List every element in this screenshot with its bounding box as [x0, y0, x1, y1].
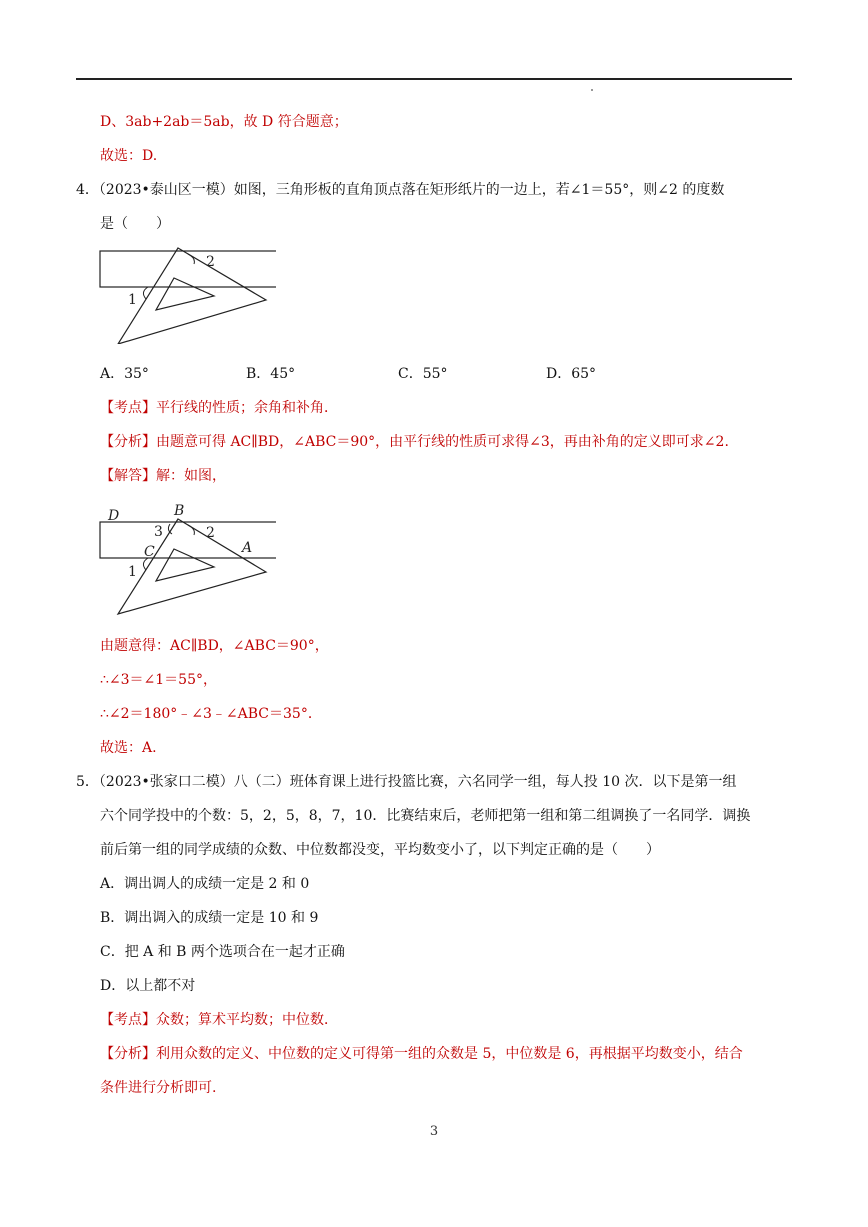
header-dot	[591, 89, 593, 91]
q4-fenxi: 【分析】由题意可得 AC∥BD，∠ABC＝90°，由平行线的性质可求得∠3，再由补角的定义即可求∠2.	[100, 434, 729, 450]
point-b-label: B	[174, 503, 185, 519]
angle1-label-2: 1	[128, 564, 137, 580]
q4-step-2: ∴∠3＝∠1＝55°，	[100, 672, 217, 688]
q5-fenxi-line-2: 条件进行分析即可.	[100, 1080, 217, 1096]
angle3-label: 3	[154, 524, 163, 540]
q4-step-3: ∴∠2＝180°﹣∠3﹣∠ABC＝35°．	[100, 706, 322, 722]
q4-option-c: C．55°	[398, 366, 448, 382]
q5-option-a: A．调出调人的成绩一定是 2 和 0	[100, 876, 310, 892]
angle1-label: 1	[128, 292, 137, 308]
q4-step-4: 故选：A.	[100, 740, 157, 756]
q5-option-d: D．以上都不对	[100, 978, 196, 994]
triangle-outer-2	[118, 519, 266, 614]
q5-fenxi-line-1: 【分析】利用众数的定义、中位数的定义可得第一组的众数是 5，中位数是 6，再根据平均数变小，结合	[100, 1046, 743, 1062]
q4-figure	[96, 244, 276, 344]
page-number: 3	[429, 1124, 439, 1139]
point-c-label: C	[144, 544, 155, 560]
triangle-inner	[156, 278, 214, 310]
q5-kaodian: 【考点】众数；算术平均数；中位数．	[100, 1012, 338, 1028]
answer-choice: 故选：D.	[100, 148, 158, 164]
point-a-label: A	[242, 540, 253, 556]
q5-option-c: C．把 A 和 B 两个选项合在一起才正确	[100, 944, 345, 960]
q5-stem-line-3: 前后第一组的同学成绩的众数、中位数都没变，平均数变小了，以下判定正确的是（ ）	[100, 842, 660, 858]
header-rule	[76, 78, 792, 80]
q4-option-a: A．35°	[100, 366, 149, 382]
triangle-outer	[118, 248, 266, 344]
angle2-arc-2	[188, 525, 194, 535]
angle2-arc	[188, 254, 194, 264]
q4-kaodian: 【考点】平行线的性质；余角和补角．	[100, 400, 338, 416]
q4-step-1: 由题意得：AC∥BD，∠ABC＝90°，	[100, 638, 329, 654]
q4-solution-figure	[96, 500, 276, 618]
angle2-label: 2	[206, 254, 215, 270]
q5-stem-line-2: 六个同学投中的个数：5，2，5，8，7，10．比赛结束后，老师把第一组和第二组调换了一名同学．调换	[100, 808, 751, 824]
point-d-label: D	[108, 508, 120, 524]
q5-stem-line-1: 5．（2023•张家口二模）八（二）班体育课上进行投篮比赛，六名同学一组，每人投 10 次．以下是第一组	[76, 774, 737, 790]
q4-option-d: D．65°	[546, 366, 597, 382]
triangle-inner-2	[156, 549, 214, 581]
q5-option-b: B．调出调入的成绩一定是 10 和 9	[100, 910, 319, 926]
answer-d-line: D、3ab+2ab＝5ab，故 D 符合题意；	[100, 114, 348, 130]
q4-stem-line-1: 4．（2023•泰山区一模）如图，三角形板的直角顶点落在矩形纸片的一边上，若∠1＝55°，则∠2 的度数	[76, 182, 725, 198]
q4-jieda: 【解答】解：如图，	[100, 468, 226, 484]
rectangle-paper	[100, 251, 276, 287]
q4-option-b: B．45°	[246, 366, 296, 382]
q4-stem-line-2: 是（ ）	[100, 216, 170, 232]
angle2-label-2: 2	[206, 525, 215, 541]
